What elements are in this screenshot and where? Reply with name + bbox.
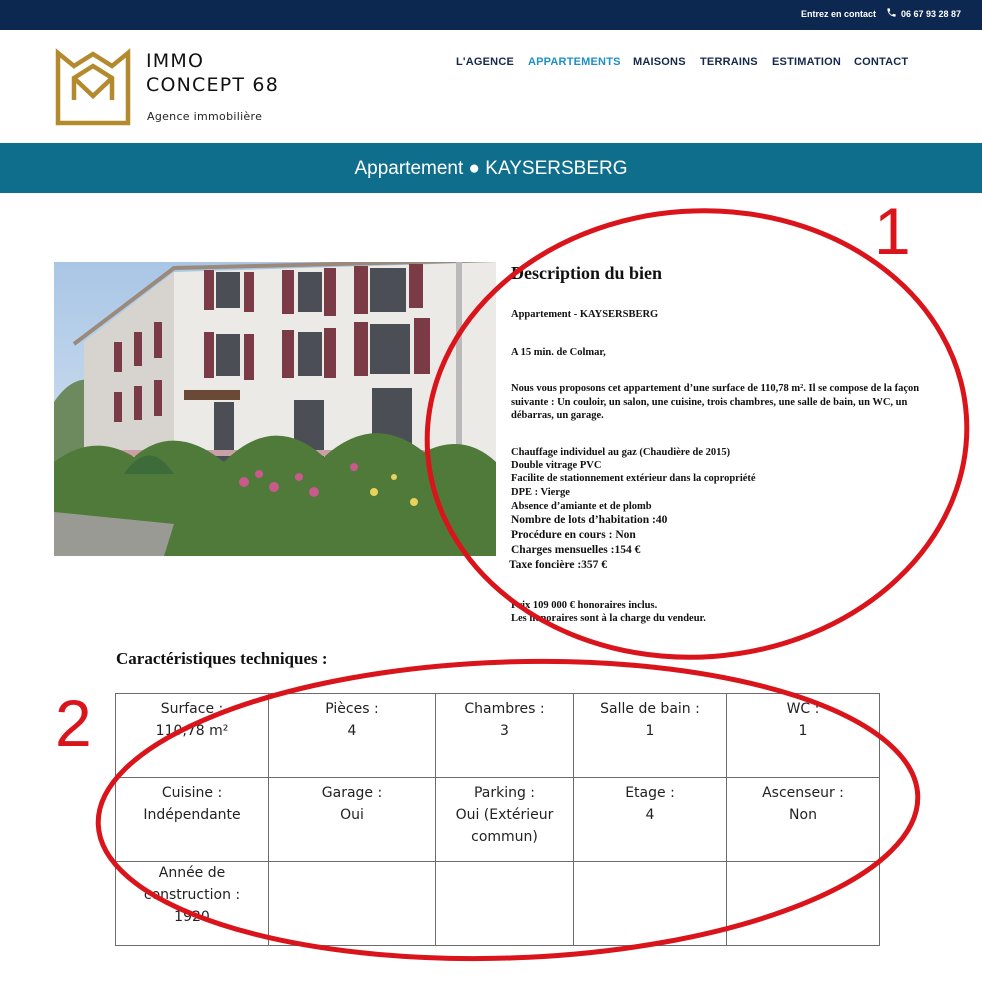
feature-glazing: Double vitrage PVC [511, 460, 602, 471]
table-row [116, 694, 880, 778]
brand-name-line1: IMMO [146, 50, 205, 72]
table-row [116, 862, 880, 946]
technical-table [115, 693, 880, 946]
table-cell-bedrooms: Chambres : 3 [436, 694, 574, 778]
table-cell-floor: Etage : 4 [574, 778, 727, 862]
table-cell-bathroom: Salle de bain : 1 [574, 694, 727, 778]
feature-heating: Chauffage individuel au gaz (Chaudière de 2015) [511, 447, 731, 458]
nav-estimation[interactable]: ESTIMATION [772, 56, 842, 68]
description-intro: Nous vous proposons cet appartement d’une surface de 110,78 m². Il se compose de la façon suivante : Un couloir, un salon, une cuisine, trois chambres, une salle de bain, un WC, un débarras, un garage. [511, 383, 920, 421]
description-subtitle: Appartement - KAYSERSBERG [511, 309, 659, 320]
table-cell-empty [727, 862, 880, 946]
description-price: Prix 109 000 € honoraires inclus. [511, 600, 658, 611]
brand-logo[interactable] [54, 48, 132, 126]
nav-appartements[interactable]: APPARTEMENTS [528, 56, 621, 68]
table-row [116, 778, 880, 862]
property-photo[interactable] [54, 262, 496, 556]
feature-dpe: DPE : Vierge [511, 487, 570, 498]
annotation-label-2: 2 [55, 686, 92, 760]
feature-lots: Nombre de lots d’habitation :40 [511, 514, 668, 526]
feature-tax: Taxe foncière :357 € [509, 559, 608, 571]
page-title-banner: Appartement ● KAYSERSBERG [0, 143, 982, 193]
top-bar [0, 0, 982, 30]
description-location: A 15 min. de Colmar, [511, 347, 606, 358]
nav-terrains[interactable]: TERRAINS [700, 56, 758, 68]
annotation-label-1: 1 [874, 194, 911, 268]
contact-link[interactable]: Entrez en contact [801, 9, 877, 19]
table-cell-surface: Surface : 110,78 m² [116, 694, 269, 778]
table-cell-kitchen: Cuisine : Indépendante [116, 778, 269, 862]
nav-maisons[interactable]: MAISONS [633, 56, 686, 68]
table-cell-elevator: Ascenseur : Non [727, 778, 880, 862]
table-cell-construction-year: Année de construction : 1920 [116, 862, 269, 946]
feature-charges: Charges mensuelles :154 € [511, 544, 641, 556]
description-heading: Description du bien [511, 263, 663, 283]
nav-agence[interactable]: L'AGENCE [456, 56, 514, 68]
table-cell-parking: Parking : Oui (Extérieur commun) [436, 778, 574, 862]
table-cell-garage: Garage : Oui [269, 778, 436, 862]
technical-title: Caractéristiques techniques : [116, 649, 328, 668]
feature-asbestos: Absence d’amiante et de plomb [511, 501, 652, 512]
description-fees: Les honoraires sont à la charge du vendeur. [511, 613, 706, 624]
phone-number[interactable]: 06 67 93 28 87 [901, 9, 962, 19]
nav-contact[interactable]: CONTACT [854, 56, 909, 68]
brand-name-line2: CONCEPT 68 [146, 74, 279, 96]
feature-procedure: Procédure en cours : Non [511, 529, 636, 541]
table-cell-empty [574, 862, 727, 946]
table-cell-rooms: Pièces : 4 [269, 694, 436, 778]
table-cell-empty [269, 862, 436, 946]
feature-parking: Facilite de stationnement extérieur dans la copropriété [511, 473, 756, 484]
table-cell-wc: WC : 1 [727, 694, 880, 778]
brand-tagline: Agence immobilière [147, 110, 263, 123]
table-cell-empty [436, 862, 574, 946]
phone-icon [886, 7, 897, 18]
